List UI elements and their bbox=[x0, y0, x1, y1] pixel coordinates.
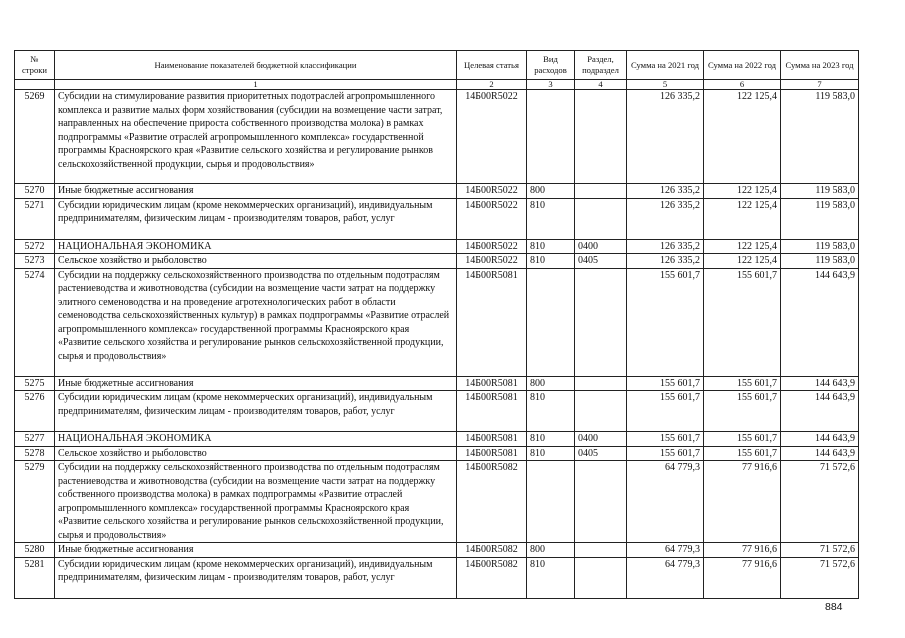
row-sum-2022-cell: 77 916,6 bbox=[704, 543, 781, 558]
table-row bbox=[15, 432, 859, 447]
column-number: 2 bbox=[457, 80, 527, 90]
row-expense-type-cell bbox=[527, 268, 575, 376]
row-target-article-cell: 14Б00R5081 bbox=[457, 432, 527, 447]
row-target-article-cell: 14Б00R5081 bbox=[457, 446, 527, 461]
row-sum-2022-cell: 77 916,6 bbox=[704, 557, 781, 598]
row-sum-2021-cell: 64 779,3 bbox=[627, 461, 704, 543]
table-row bbox=[15, 239, 859, 254]
row-expense-type-cell: 810 bbox=[527, 198, 575, 239]
row-expense-type-cell: 800 bbox=[527, 184, 575, 199]
table-row bbox=[15, 376, 859, 391]
header-row-number: № строки bbox=[15, 51, 55, 80]
row-name-cell: Субсидии на поддержку сельскохозяйственного производства по отдельным подотраслям растениеводства и животноводства (субсидии на возмещение части затрат на поддержку элитного семеноводства и на проведение агротехнологических работ в области семеноводства сельскохозяйственных культур) в рамках подпрограммы «Развитие отраслей агропромышленного комплекса» государственной программы Красноярского края «Развитие сельского хозяйства и регулирование рынков сельскохозяйственной продукции, сырья и продовольствия» bbox=[55, 268, 457, 376]
row-expense-type-cell: 810 bbox=[527, 391, 575, 432]
row-expense-type-cell: 810 bbox=[527, 432, 575, 447]
row-name-cell: Иные бюджетные ассигнования bbox=[55, 543, 457, 558]
row-name-cell: Иные бюджетные ассигнования bbox=[55, 184, 457, 199]
row-target-article-cell: 14Б00R5022 bbox=[457, 198, 527, 239]
row-sum-2021-cell: 126 335,2 bbox=[627, 254, 704, 269]
row-sum-2023-cell: 71 572,6 bbox=[781, 557, 859, 598]
header-name: Наименование показателей бюджетной классификации bbox=[55, 51, 457, 80]
row-sum-2022-cell: 77 916,6 bbox=[704, 461, 781, 543]
column-number: 7 bbox=[781, 80, 859, 90]
row-section-cell bbox=[575, 90, 627, 184]
column-number bbox=[15, 80, 55, 90]
column-number: 4 bbox=[575, 80, 627, 90]
column-number: 1 bbox=[55, 80, 457, 90]
row-section-cell bbox=[575, 543, 627, 558]
row-section-cell bbox=[575, 376, 627, 391]
row-sum-2021-cell: 155 601,7 bbox=[627, 446, 704, 461]
row-number-cell: 5269 bbox=[15, 90, 55, 184]
row-sum-2023-cell: 119 583,0 bbox=[781, 198, 859, 239]
header-row bbox=[15, 51, 859, 80]
row-name-cell: Сельское хозяйство и рыболовство bbox=[55, 446, 457, 461]
row-sum-2023-cell: 144 643,9 bbox=[781, 446, 859, 461]
row-name-cell: Субсидии юридическим лицам (кроме некоммерческих организаций), индивидуальным предпринимателям, физическим лицам - производителям товаров, работ, услуг bbox=[55, 391, 457, 432]
row-section-cell: 0400 bbox=[575, 432, 627, 447]
row-section-cell bbox=[575, 461, 627, 543]
row-sum-2023-cell: 71 572,6 bbox=[781, 543, 859, 558]
row-expense-type-cell: 800 bbox=[527, 543, 575, 558]
row-sum-2022-cell: 155 601,7 bbox=[704, 432, 781, 447]
row-target-article-cell: 14Б00R5081 bbox=[457, 391, 527, 432]
row-name-cell: Иные бюджетные ассигнования bbox=[55, 376, 457, 391]
row-sum-2021-cell: 155 601,7 bbox=[627, 376, 704, 391]
row-number-cell: 5278 bbox=[15, 446, 55, 461]
row-expense-type-cell: 810 bbox=[527, 239, 575, 254]
row-sum-2021-cell: 126 335,2 bbox=[627, 198, 704, 239]
row-target-article-cell: 14Б00R5022 bbox=[457, 239, 527, 254]
table-row bbox=[15, 254, 859, 269]
column-number: 6 bbox=[704, 80, 781, 90]
row-target-article-cell: 14Б00R5022 bbox=[457, 184, 527, 199]
row-expense-type-cell: 800 bbox=[527, 376, 575, 391]
row-sum-2021-cell: 126 335,2 bbox=[627, 184, 704, 199]
page-number: 884 bbox=[825, 601, 843, 613]
row-expense-type-cell bbox=[527, 90, 575, 184]
budget-sheet bbox=[14, 50, 859, 599]
budget-table bbox=[14, 50, 859, 599]
table-row bbox=[15, 90, 859, 184]
row-sum-2021-cell: 64 779,3 bbox=[627, 557, 704, 598]
table-row bbox=[15, 557, 859, 598]
table-row bbox=[15, 391, 859, 432]
row-sum-2023-cell: 144 643,9 bbox=[781, 391, 859, 432]
row-sum-2022-cell: 122 125,4 bbox=[704, 184, 781, 199]
table-row bbox=[15, 184, 859, 199]
row-section-cell: 0405 bbox=[575, 254, 627, 269]
row-target-article-cell: 14Б00R5081 bbox=[457, 376, 527, 391]
row-sum-2023-cell: 144 643,9 bbox=[781, 268, 859, 376]
header-sum-2021: Сумма на 2021 год bbox=[627, 51, 704, 80]
row-number-cell: 5272 bbox=[15, 239, 55, 254]
table-row bbox=[15, 198, 859, 239]
row-number-cell: 5270 bbox=[15, 184, 55, 199]
row-number-cell: 5279 bbox=[15, 461, 55, 543]
row-name-cell: Субсидии на стимулирование развития приоритетных подотраслей агропромышленного комплекса и развитие малых форм хозяйствования (субсидии на возмещение части затрат, направленных на обеспечение прироста собственного производства молока) в рамках подпрограммы «Развитие отраслей агропромышленного комплекса» государственной программы Красноярского края «Развитие сельского хозяйства и регулирование рынков сельскохозяйственной продукции, сырья и продовольствия» bbox=[55, 90, 457, 184]
header-expense-type: Вид расходов bbox=[527, 51, 575, 80]
table-row bbox=[15, 543, 859, 558]
row-section-cell bbox=[575, 184, 627, 199]
row-sum-2023-cell: 119 583,0 bbox=[781, 239, 859, 254]
column-number-row bbox=[15, 80, 859, 90]
row-sum-2022-cell: 155 601,7 bbox=[704, 268, 781, 376]
row-number-cell: 5275 bbox=[15, 376, 55, 391]
row-number-cell: 5277 bbox=[15, 432, 55, 447]
row-expense-type-cell: 810 bbox=[527, 446, 575, 461]
row-sum-2023-cell: 119 583,0 bbox=[781, 90, 859, 184]
row-name-cell: Субсидии на поддержку сельскохозяйственного производства по отдельным подотраслям растениеводства и животноводства (субсидии на возмещение части затрат на поддержку собственного производства молока) в рамках подпрограммы «Развитие отраслей агропромышленного комплекса» государственной программы Красноярского края «Развитие сельского хозяйства и регулирование рынков сельскохозяйственной продукции, сырья и продовольствия» bbox=[55, 461, 457, 543]
row-sum-2022-cell: 155 601,7 bbox=[704, 446, 781, 461]
row-expense-type-cell: 810 bbox=[527, 557, 575, 598]
row-number-cell: 5271 bbox=[15, 198, 55, 239]
row-sum-2022-cell: 122 125,4 bbox=[704, 254, 781, 269]
row-name-cell: НАЦИОНАЛЬНАЯ ЭКОНОМИКА bbox=[55, 432, 457, 447]
row-sum-2021-cell: 155 601,7 bbox=[627, 432, 704, 447]
row-number-cell: 5276 bbox=[15, 391, 55, 432]
row-target-article-cell: 14Б00R5082 bbox=[457, 543, 527, 558]
row-number-cell: 5274 bbox=[15, 268, 55, 376]
header-sum-2023: Сумма на 2023 год bbox=[781, 51, 859, 80]
row-section-cell bbox=[575, 268, 627, 376]
row-name-cell: Субсидии юридическим лицам (кроме некоммерческих организаций), индивидуальным предпринимателям, физическим лицам - производителям товаров, работ, услуг bbox=[55, 198, 457, 239]
table-row bbox=[15, 446, 859, 461]
row-sum-2021-cell: 64 779,3 bbox=[627, 543, 704, 558]
row-name-cell: Сельское хозяйство и рыболовство bbox=[55, 254, 457, 269]
row-expense-type-cell bbox=[527, 461, 575, 543]
header-target-article: Целевая статья bbox=[457, 51, 527, 80]
row-sum-2022-cell: 122 125,4 bbox=[704, 90, 781, 184]
row-section-cell bbox=[575, 391, 627, 432]
row-number-cell: 5281 bbox=[15, 557, 55, 598]
header-sum-2022: Сумма на 2022 год bbox=[704, 51, 781, 80]
row-sum-2022-cell: 122 125,4 bbox=[704, 198, 781, 239]
table-row bbox=[15, 268, 859, 376]
row-sum-2023-cell: 119 583,0 bbox=[781, 254, 859, 269]
table-body bbox=[15, 90, 859, 599]
row-sum-2022-cell: 122 125,4 bbox=[704, 239, 781, 254]
row-sum-2023-cell: 71 572,6 bbox=[781, 461, 859, 543]
header-section: Раздел, подраздел bbox=[575, 51, 627, 80]
row-section-cell: 0400 bbox=[575, 239, 627, 254]
row-target-article-cell: 14Б00R5082 bbox=[457, 461, 527, 543]
row-sum-2022-cell: 155 601,7 bbox=[704, 376, 781, 391]
table-row bbox=[15, 461, 859, 543]
row-sum-2021-cell: 126 335,2 bbox=[627, 90, 704, 184]
row-section-cell: 0405 bbox=[575, 446, 627, 461]
row-target-article-cell: 14Б00R5022 bbox=[457, 90, 527, 184]
row-name-cell: НАЦИОНАЛЬНАЯ ЭКОНОМИКА bbox=[55, 239, 457, 254]
column-number: 3 bbox=[527, 80, 575, 90]
row-section-cell bbox=[575, 198, 627, 239]
row-sum-2023-cell: 144 643,9 bbox=[781, 376, 859, 391]
row-target-article-cell: 14Б00R5082 bbox=[457, 557, 527, 598]
row-sum-2021-cell: 155 601,7 bbox=[627, 391, 704, 432]
row-target-article-cell: 14Б00R5081 bbox=[457, 268, 527, 376]
column-number: 5 bbox=[627, 80, 704, 90]
row-sum-2022-cell: 155 601,7 bbox=[704, 391, 781, 432]
row-expense-type-cell: 810 bbox=[527, 254, 575, 269]
row-section-cell bbox=[575, 557, 627, 598]
row-sum-2021-cell: 155 601,7 bbox=[627, 268, 704, 376]
row-sum-2023-cell: 119 583,0 bbox=[781, 184, 859, 199]
row-sum-2023-cell: 144 643,9 bbox=[781, 432, 859, 447]
row-target-article-cell: 14Б00R5022 bbox=[457, 254, 527, 269]
row-number-cell: 5273 bbox=[15, 254, 55, 269]
row-sum-2021-cell: 126 335,2 bbox=[627, 239, 704, 254]
row-number-cell: 5280 bbox=[15, 543, 55, 558]
row-name-cell: Субсидии юридическим лицам (кроме некоммерческих организаций), индивидуальным предпринимателям, физическим лицам - производителям товаров, работ, услуг bbox=[55, 557, 457, 598]
